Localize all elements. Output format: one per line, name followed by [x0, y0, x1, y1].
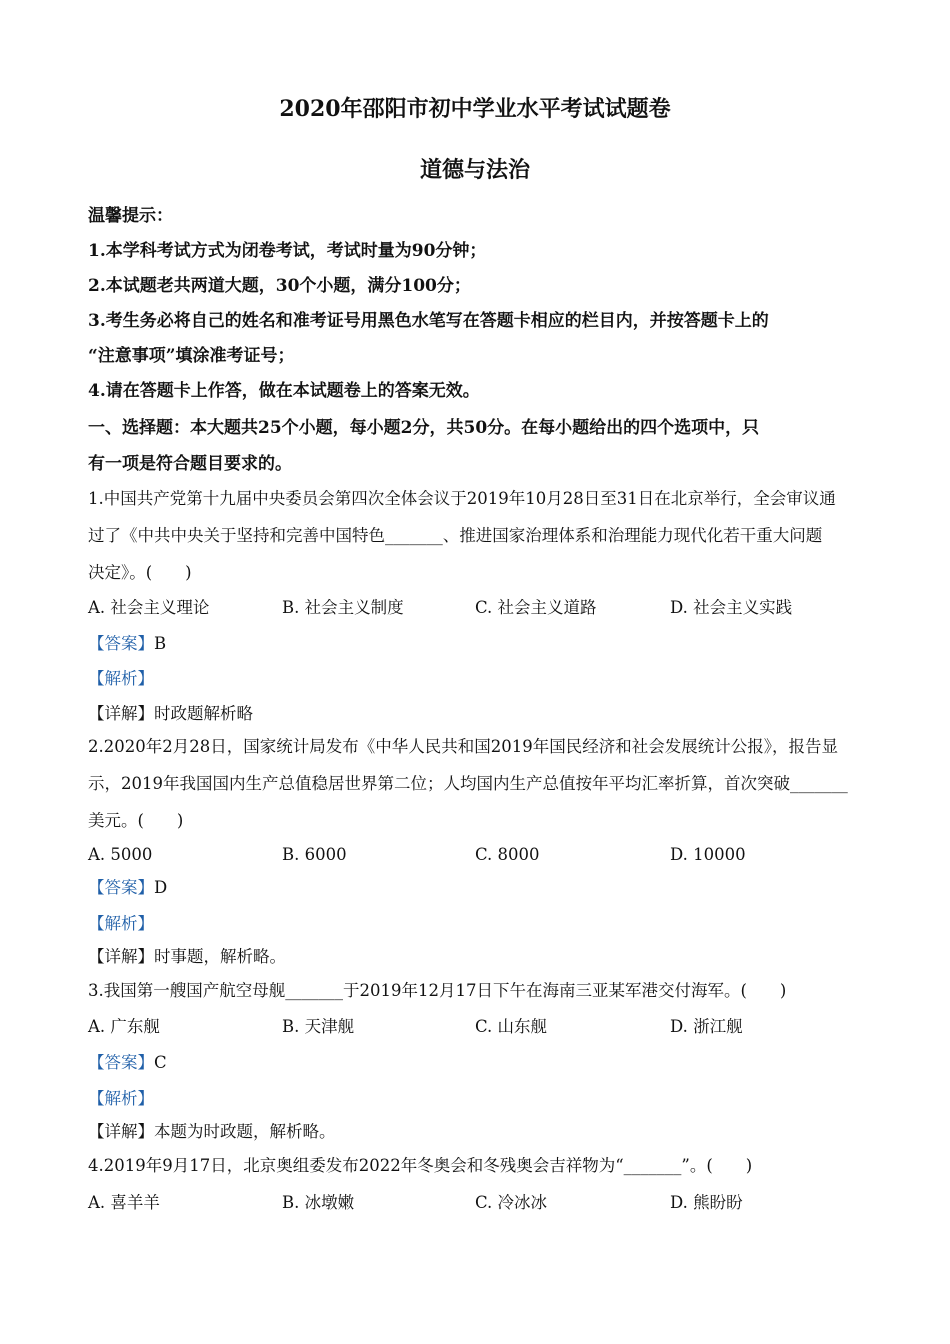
notice-item: 2.本试题老共两道大题，30个小题，满分100分； — [88, 276, 471, 296]
question-1-option-b: B. 社会主义制度 — [282, 598, 404, 617]
answer-tag: 【答案】 — [88, 634, 154, 653]
question-2-text: 示，2019年我国国内生产总值稳居世界第二位；人均国内生产总值按年平均汇率折算，首次突破_______ — [88, 774, 848, 793]
detail-text: 时政题解析略 — [154, 704, 253, 723]
question-1-text: 决定》。( ) — [88, 563, 192, 582]
answer-value: D — [154, 878, 168, 897]
question-1-option-c: C. 社会主义道路 — [475, 598, 597, 617]
question-3-answer — [88, 1052, 167, 1074]
notice-item: 1.本学科考试方式为闭卷考试，考试时量为90分钟； — [88, 241, 487, 261]
question-2-option-b: B. 6000 — [282, 845, 347, 864]
detail-tag: 【详解】 — [88, 1122, 154, 1141]
question-1-text: 过了《中共中央关于坚持和完善中国特色_______、推进国家治理体系和治理能力现代化若干重大问题 — [88, 526, 823, 545]
notice-item: “注意事项”填涂准考证号； — [88, 346, 295, 366]
section-heading-cont: 有一项是符合题目要求的。 — [88, 454, 292, 474]
question-1-option-a: A. 社会主义理论 — [88, 598, 210, 617]
detail-tag: 【详解】 — [88, 704, 154, 723]
notice-heading: 温馨提示： — [88, 206, 173, 226]
question-3-option-b: B. 天津舰 — [282, 1017, 355, 1036]
question-2-detail — [88, 946, 286, 968]
question-3-option-c: C. 山东舰 — [475, 1017, 548, 1036]
question-3-analysis-tag: 【解析】 — [88, 1089, 154, 1108]
question-2-answer — [88, 877, 167, 899]
question-1-option-d: D. 社会主义实践 — [670, 598, 793, 617]
question-1-detail — [88, 703, 253, 725]
question-3-option-a: A. 广东舰 — [88, 1017, 160, 1036]
question-3-option-d: D. 浙江舰 — [670, 1017, 743, 1036]
question-2-text: 2.2020年2月28日，国家统计局发布《中华人民共和国2019年国民经济和社会发展统计公报》，报告显 — [88, 737, 838, 756]
question-4-option-c: C. 冷冰冰 — [475, 1193, 548, 1212]
answer-tag: 【答案】 — [88, 1053, 154, 1072]
question-3-detail — [88, 1121, 336, 1143]
detail-tag: 【详解】 — [88, 947, 154, 966]
answer-value: B — [154, 634, 167, 653]
question-2-option-d: D. 10000 — [670, 845, 746, 864]
question-1-text: 1.中国共产党第十九届中央委员会第四次全体会议于2019年10月28日至31日在北京举行，全会审议通 — [88, 489, 836, 508]
answer-tag: 【答案】 — [88, 878, 154, 897]
question-2-option-a: A. 5000 — [88, 845, 153, 864]
question-4-text: 4.2019年9月17日，北京奥组委发布2022年冬奥会和冬残奥会吉祥物为“_______”。( ) — [88, 1156, 753, 1175]
question-4-option-a: A. 喜羊羊 — [88, 1193, 160, 1212]
question-2-analysis-tag: 【解析】 — [88, 914, 154, 933]
question-2-text: 美元。( ) — [88, 811, 184, 830]
question-3-text: 3.我国第一艘国产航空母舰_______于2019年12月17日下午在海南三亚某军港交付海军。( ) — [88, 981, 787, 1000]
exam-title: 2020年邵阳市初中学业水平考试试题卷 — [279, 96, 671, 122]
question-4-option-d: D. 熊盼盼 — [670, 1193, 743, 1212]
question-1-answer — [88, 633, 166, 655]
question-1-analysis-tag: 【解析】 — [88, 669, 154, 688]
detail-text: 时事题，解析略。 — [154, 947, 286, 966]
notice-item: 3.考生务必将自己的姓名和准考证号用黑色水笔写在答题卡相应的栏目内，并按答题卡上的 — [88, 311, 769, 331]
exam-subject: 道德与法治 — [419, 157, 530, 183]
question-2-option-c: C. 8000 — [475, 845, 540, 864]
detail-text: 本题为时政题，解析略。 — [154, 1122, 336, 1141]
section-heading: 一、选择题：本大题共25个小题，每小题2分，共50分。在每小题给出的四个选项中，只 — [88, 418, 760, 438]
notice-item: 4.请在答题卡上作答，做在本试题卷上的答案无效。 — [88, 381, 480, 401]
answer-value: C — [154, 1053, 167, 1072]
question-4-option-b: B. 冰墩嫩 — [282, 1193, 355, 1212]
